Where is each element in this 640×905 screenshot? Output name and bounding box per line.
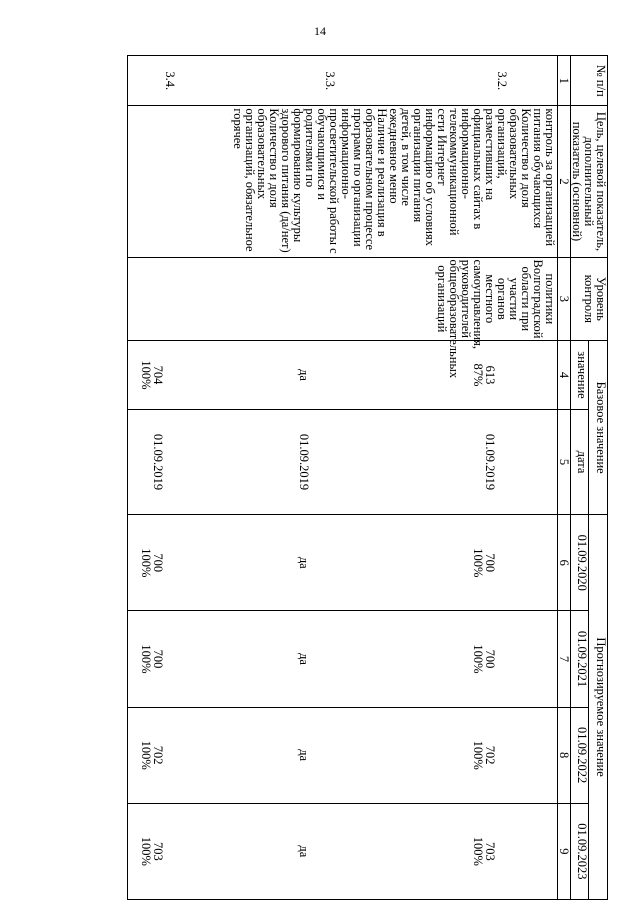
forecast-value: 703 [151,842,165,861]
row-text: Количество и доля образовательных организаций, разместивших на официальных сайтах в информационно-телекоммуникационной сети Интернет информацию об условиях организации питания детей, в том числе ежедневное меню [387,108,533,246]
header-base-date: дата [571,409,590,514]
base-value: 704 [151,365,165,385]
forecast-pct: 100% [139,740,153,770]
base-pct: 100% [139,360,153,390]
forecast-2022-column [128,707,558,803]
forecast-value: да [297,653,311,665]
row-number: 3.4. [163,71,177,91]
header-level: Уровень контроля [571,257,608,341]
col-number: 4 [558,341,571,410]
rotated-table-area [63,55,608,900]
forecast-pct: 100% [139,644,153,674]
row-number: 3.2. [495,71,509,91]
forecast-pct: 100% [471,548,485,578]
page-number: 14 [314,24,326,38]
forecast-value: да [297,845,311,858]
header-date-2020: 01.09.2020 [571,515,590,611]
forecast-pct: 100% [471,836,485,866]
base-value: да [297,369,311,381]
forecast-pct: 100% [471,740,485,770]
forecast-value: 700 [483,553,497,573]
col-number: 7 [558,611,571,707]
num-column-body [128,56,558,106]
forecast-value: 703 [483,842,497,861]
forecast-2020-column [128,515,558,611]
continuation-text: контроль за организацией питания обучающихся [531,108,557,247]
col-number: 2 [558,106,571,257]
col-number: 8 [558,707,571,803]
col-number: 3 [558,257,571,341]
col-number: 6 [558,515,571,611]
base-pct: 87% [471,363,485,387]
indicators-table [127,55,608,900]
base-value-column [128,341,558,410]
header-date-2022: 01.09.2022 [571,707,590,803]
header-date-2021: 01.09.2021 [571,611,590,707]
header-forecast-group: Прогнозируемое значение [589,515,608,900]
forecast-2021-column [128,611,558,707]
col-number: 5 [558,409,571,514]
row-text: Наличие и реализация в образовательном процессе программ по организации информационно-просветительской работы с обучающимися и родителями по формированию культуры здорового питания (да/нет) [279,108,389,254]
row-text: Количество и доля образовательных организаций, обязательное горячее [231,108,281,252]
header-goal: Цель, целевой показатель, дополнительный показатель (основной) [571,106,608,257]
header-num: № п/п [571,56,608,106]
row-number: 3.3. [323,71,337,91]
col-number: 9 [558,803,571,899]
forecast-value: 702 [483,745,497,765]
base-date: 01.09.2019 [151,433,165,491]
forecast-value: 700 [151,649,165,669]
forecast-2023-column [128,803,558,899]
forecast-value: да [297,749,311,762]
forecast-pct: 100% [139,836,153,866]
forecast-pct: 100% [139,548,153,578]
forecast-value: 700 [483,649,497,669]
header-date-2023: 01.09.2023 [571,803,590,899]
forecast-value: да [297,556,311,569]
level-text: политики Волгоградской области при участии органов местного самоуправления, руководителей общеобразовательных организаций [435,259,557,379]
col-number: 1 [558,56,571,106]
header-base-group: Базовое значение [589,341,608,515]
goal-column-body [128,106,558,257]
forecast-pct: 100% [471,644,485,674]
header-base-value: значение [571,341,590,410]
base-date-column [128,409,558,514]
forecast-value: 700 [151,553,165,573]
base-date: 01.09.2019 [297,433,311,491]
forecast-value: 702 [151,745,165,765]
base-date: 01.09.2019 [483,433,497,491]
base-value: 613 [483,365,497,385]
